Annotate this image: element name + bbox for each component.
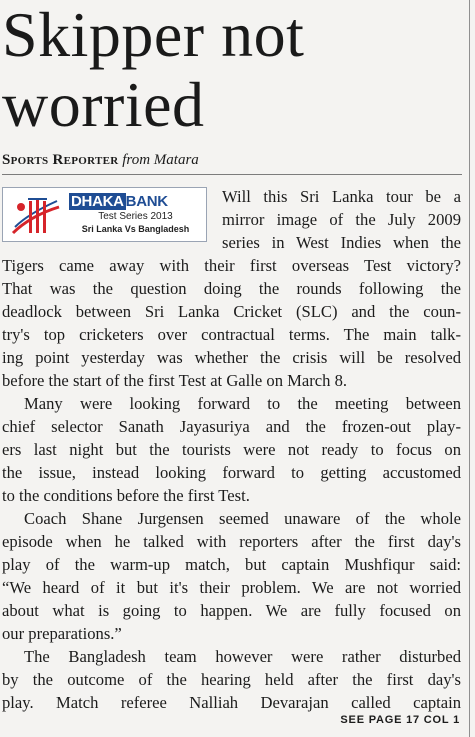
logo-brand-part-2: BANK — [125, 193, 168, 210]
body-line: ing point yesterday was whether the crisis will be resolved — [2, 348, 461, 367]
body-line: the issue, instead looking forward to getting accustomed — [2, 463, 461, 482]
body-line: about what is going to happen. We are fully focused on — [2, 601, 461, 620]
cricket-stumps-icon — [9, 193, 65, 237]
headline-line-2: worried — [2, 69, 205, 140]
byline — [2, 151, 199, 169]
logo-brand — [69, 193, 202, 210]
continuation-note: SEE PAGE 17 COL 1 — [340, 714, 460, 726]
body-line: before the start of the first Test at Galle on March 8. — [2, 371, 348, 390]
body-line: our preparations.” — [2, 624, 122, 643]
body-line: The Bangladesh team however were rather disturbed — [24, 647, 461, 666]
headline-line-1: Skipper not — [2, 0, 305, 70]
body-line: chief selector Sanath Jayasuriya and the frozen-out play- — [2, 417, 461, 436]
body-line: deadlock between Sri Lanka Cricket (SLC) and the coun- — [2, 302, 461, 321]
series-logo — [2, 187, 207, 242]
body-line: play of the warm-up match, but captain Mushfiqur said: — [2, 555, 461, 574]
logo-match-title: Sri Lanka Vs Bangladesh — [81, 224, 190, 234]
byline-reporter: Sports Reporter — [2, 152, 119, 168]
byline-location: from Matara — [122, 152, 199, 168]
body-line: Coach Shane Jurgensen seemed unaware of the whole — [24, 509, 461, 528]
body-line: try's top cricketers over contractual terms. The main talk- — [2, 325, 461, 344]
body-line: play. Match referee Nalliah Devarajan called captain — [2, 693, 461, 712]
body-line: Many were looking forward to the meeting between — [24, 394, 461, 413]
body-line: ers last night but the tourists were not ready to focus on — [2, 440, 461, 459]
logo-brand-part-1: DHAKA — [71, 193, 124, 210]
column-rule — [469, 0, 470, 737]
byline-divider — [2, 174, 462, 175]
body-line: Will this Sri Lanka tour be a — [222, 187, 461, 206]
logo-series-title: Test Series 2013 — [98, 211, 173, 222]
body-line: That was the question doing the rounds following the — [2, 279, 461, 298]
body-line: Tigers came away with their first overseas Test victory? — [2, 256, 461, 275]
body-line: series in West Indies when the — [222, 233, 461, 252]
body-line: to the conditions before the first Test. — [2, 486, 250, 505]
body-line: by the outcome of the hearing held after the first day's — [2, 670, 461, 689]
headline — [2, 0, 464, 140]
body-line: mirror image of the July 2009 — [222, 210, 461, 229]
body-line: “We heard of it but it's their problem. We are not worried — [2, 578, 461, 597]
body-line: episode when he talked with reporters after the first day's — [2, 532, 461, 551]
